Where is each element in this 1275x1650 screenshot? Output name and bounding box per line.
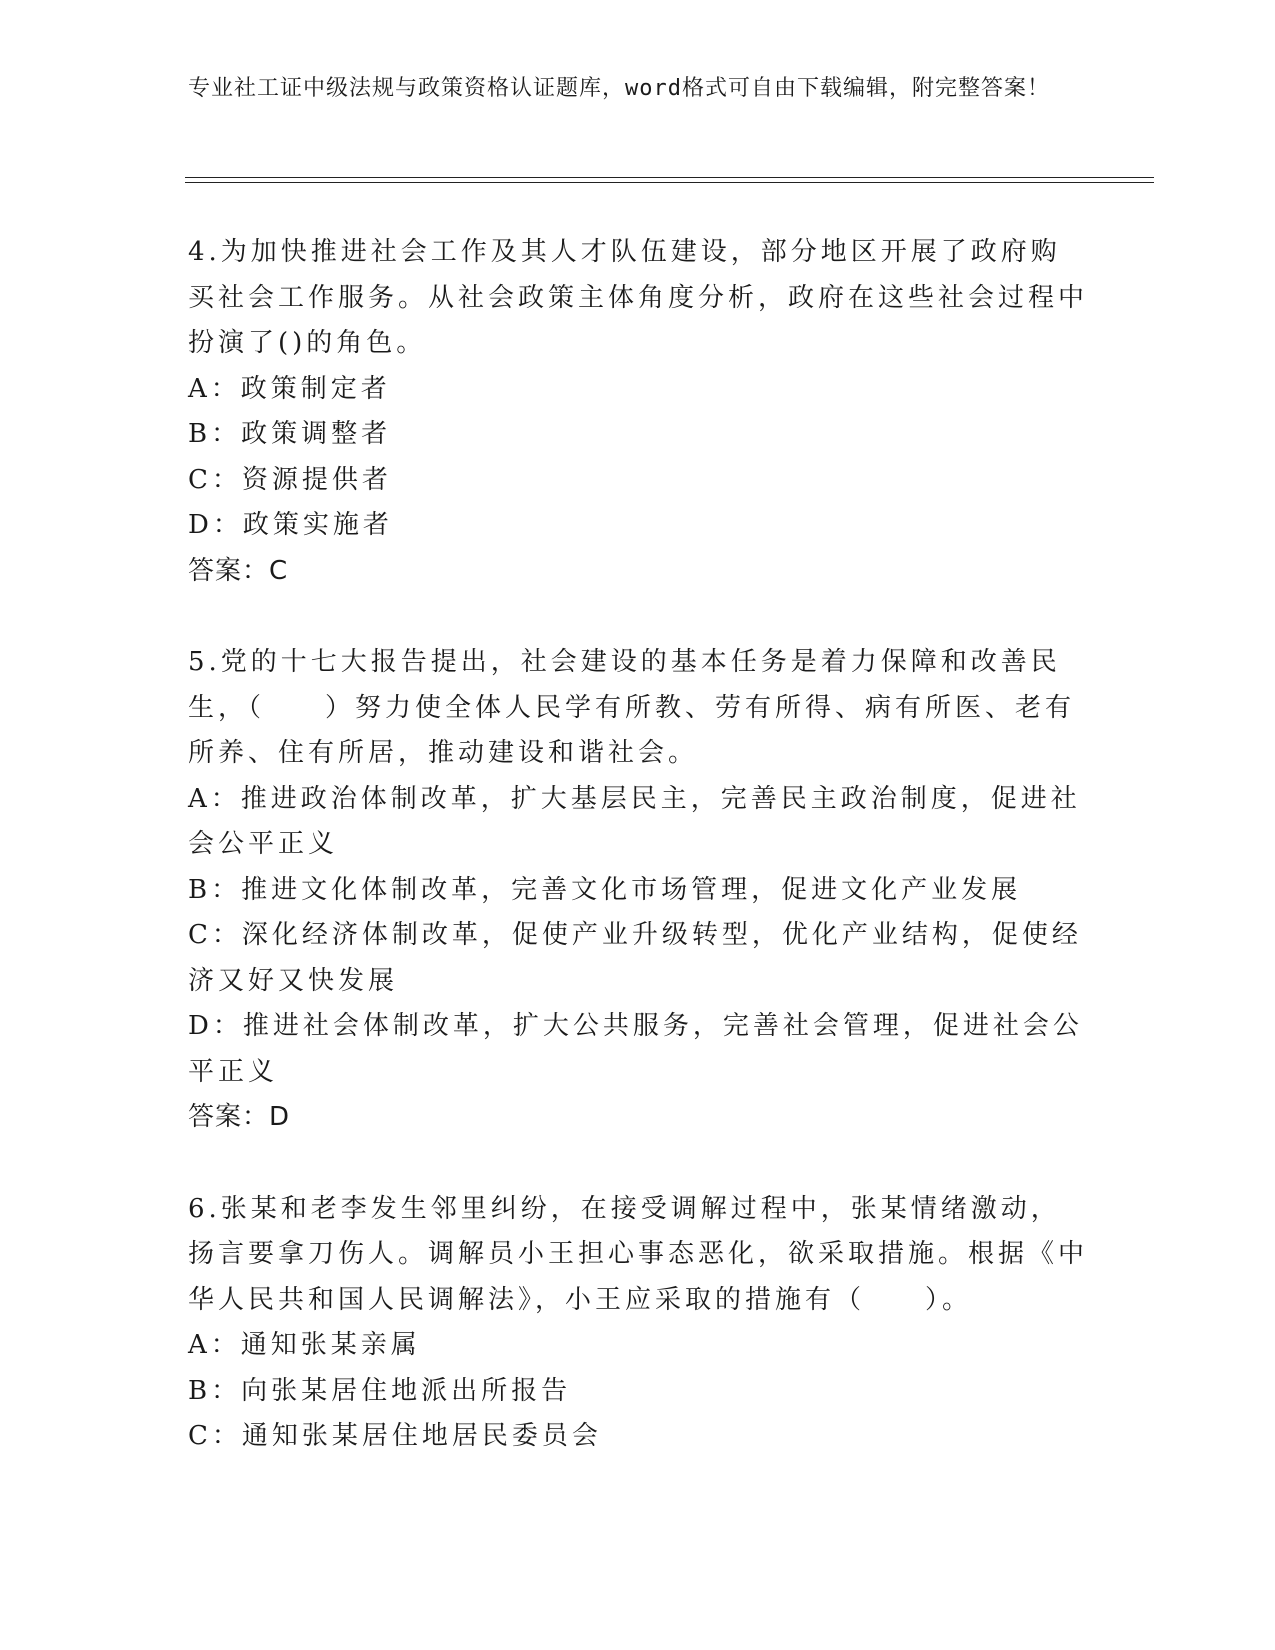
option-d: D：政策实施者 [188,510,393,540]
option-b: B：政策调整者 [188,419,392,449]
option-c: C：深化经济体制改革，促使产业升级转型，优化产业结构，促使经济又好又快发展 [188,920,1082,996]
answer-text: 答案：D [188,1102,291,1132]
option-c: C：资源提供者 [188,464,392,495]
option-c: C：通知张某居住地居民委员会 [188,1421,602,1451]
option-a: A：推进政治体制改革，扩大基层民主，完善民主政治制度，促进社会公平正义 [188,783,1081,859]
question-item [188,1187,1088,1460]
option-d: D：推进社会体制改革，扩大公共服务，完善社会管理，促进社会公平正义 [188,1011,1083,1087]
header-divider [185,177,1154,183]
document-header: 专业社工证中级法规与政策资格认证题库，word格式可自由下载编辑，附完整答案！ [188,76,1050,101]
question-item [188,640,1088,1141]
option-a: A：通知张某亲属 [188,1330,421,1360]
option-a: A：政策制定者 [188,373,391,404]
question-item [188,230,1088,594]
option-b: B：向张某居住地派出所报告 [188,1375,572,1406]
answer-text: 答案：C [188,555,289,586]
question-text: 6.张某和老李发生邻里纠纷，在接受调解过程中，张某情绪激动，扬言要拿刀伤人。调解员小王担心事态恶化，欲采取措施。根据《中华人民共和国人民调解法》，小王应采取的措施有（ ）。 [188,1193,1089,1315]
question-list [188,230,1088,1506]
option-b: B：推进文化体制改革，完善文化市场管理，促进文化产业发展 [188,874,1022,905]
question-text: 4.为加快推进社会工作及其人才队伍建设，部分地区开展了政府购买社会工作服务。从社会政策主体角度分析，政府在这些社会过程中扮演了()的角色。 [188,237,1089,358]
question-text: 5.党的十七大报告提出，社会建设的基本任务是着力保障和改善民生，（ ）努力使全体人民学有所教、劳有所得、病有所医、老有所养、住有所居，推动建设和谐社会。 [188,647,1076,768]
